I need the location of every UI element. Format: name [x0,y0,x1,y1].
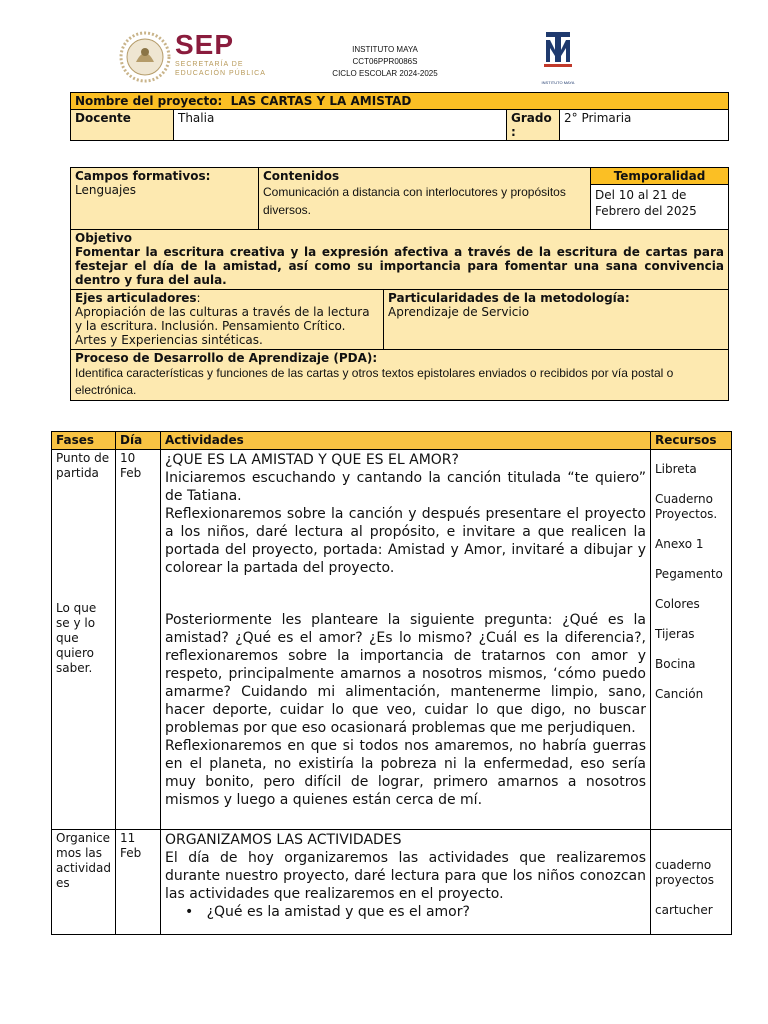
phase-cell [52,450,116,830]
pda-cell [71,350,729,401]
pda-value: Identifica características y funciones de las cartas y otros textos epistolares enviados o recibidos por vía postal o electrónica. [75,366,674,397]
metodologia-value: Aprendizaje de Servicio [388,305,530,319]
activity-paragraph: Posteriormente les planteare la siguiente pregunta: ¿Qué es la amistad? ¿Qué es el amor? ¿Es lo mismo? ¿Cuál es la diferencia?, reflexionaremos sobre la importancia de tratarnos con amor y respeto, principalmente amarnos a nosotros mismos, ‘cómo puedo amarme? Cuidando mi alimentación, mantenerme limpio, sano, hacer deporte, cuidar lo que veo, cuidar lo que digo, no buscar problemas por que eso ocasionará problemas que me perjudiquen. [165,612,646,736]
resources-cell [651,450,732,830]
campos-cell [71,168,259,230]
objetivo-cell [71,230,729,290]
sep-line2: EDUCACIÓN PÚBLICA [175,70,266,77]
ejes-label: Ejes articuladores [75,291,197,305]
phase-punto-partida: Punto de partida [56,451,110,480]
campos-label: Campos formativos: [75,169,211,183]
project-name-value: LAS CARTAS Y LA AMISTAD [230,94,412,108]
contenidos-label: Contenidos [263,169,340,183]
activity-paragraph: Iniciaremos escuchando y cantando la canción titulada “te quiero” de Tatiana. [165,470,646,504]
metodologia-cell [384,290,729,350]
header-fases: Fases [52,432,116,450]
project-table [70,92,729,141]
resource-item: Anexo 1 [655,537,704,551]
sep-wordmark [175,30,266,78]
school-cct: CCT06PPR0086S [352,57,418,66]
table-row [52,450,732,830]
activity-paragraph: Reflexionaremos sobre la canción y después presentare el proyecto a los niños, daré lectura al propósito, e invitare a que realicen la portada del proyecto, portada: Amistad y Amor, invitaré a dibujar y colorear la partada del proyecto. [165,506,646,576]
project-name-label: Nombre del proyecto: [75,94,223,108]
sep-abbr: SEP [175,29,235,60]
planning-table [70,167,729,401]
resource-item: Libreta [655,462,697,476]
temporalidad-label: Temporalidad [591,168,728,185]
activity-paragraph: Reflexionaremos en que si todos nos amaremos, no habría guerras en el planeta, no existiría la pobreza ni la enfermedad, eso sería muy bonito, pero difícil de lograr, primero amarnos a nosotros mismos y luego a quienes están cerca de mí. [165,738,646,808]
bullet-item: • ¿Qué es la amistad y que es el amor? [185,904,470,920]
resource-item: Tijeras [655,627,695,641]
metodologia-label: Particularidades de la metodología: [388,291,630,305]
pda-label: Proceso de Desarrollo de Aprendizaje (PDA): [75,351,378,365]
ejes-value: Apropiación de las culturas a través de la lectura y la escritura. Inclusión. Pensamiento Crítico. Artes y Experiencias sintéticas. [75,305,370,347]
resources-cell [651,830,732,935]
table-row [52,830,732,935]
campos-value: Lenguajes [75,183,137,197]
activity-title: ¿QUE ES LA AMISTAD Y QUE ES EL AMOR? [165,452,459,468]
grade-label: Grado : [507,110,560,141]
resource-item: Canción [655,687,704,701]
contenidos-cell [259,168,591,230]
school-cycle: CICLO ESCOLAR 2024-2025 [332,69,438,78]
header-recursos: Recursos [651,432,732,450]
activity-paragraph: El día de hoy organizaremos las actividades que realizaremos durante nuestro proyecto, daré lectura para que los niños conozcan las actividades que realizaremos en el proyecto. [165,850,646,902]
maya-logo-icon [538,28,578,76]
ejes-cell: Ejes articuladores: Apropiación de las culturas a través de la lectura y la escritura. Inclusión. Pensamiento Crítico. Artes y Experiencias sintéticas. [71,290,384,350]
resource-item: Pegamento [655,567,723,581]
resource-item: cuaderno proyectos [655,858,715,887]
mexico-seal-icon [118,30,172,84]
day-cell: 11 Feb [116,830,161,935]
activity-cell [161,450,651,830]
institution-name: INSTITUTO MAYA [352,45,418,54]
activity-cell [161,830,651,935]
instituto-maya-logo [538,28,578,84]
teacher-value: Thalia [174,110,507,141]
bullet-text: ¿Qué es la amistad y que es el amor? [206,904,470,920]
sep-line1: SECRETARÍA DE [175,61,244,68]
temporalidad-cell [591,168,729,230]
activity-title: ORGANIZAMOS LAS ACTIVIDADES [165,832,402,848]
resource-item: cartucher [655,903,713,917]
grade-value: 2° Primaria [560,110,729,141]
phase-lo-que-se: Lo que se y lo que quiero saber. [56,601,97,675]
maya-caption: INSTITUTO MAYA [541,80,575,85]
school-info [300,44,470,80]
day-cell: 10 Feb [116,450,161,830]
resource-item: Bocina [655,657,696,671]
contenidos-value: Comunicación a distancia con interlocutores y propósitos diversos. [263,185,566,217]
resource-item: Colores [655,597,700,611]
objetivo-value: Fomentar la escritura creativa y la expresión afectiva a través de la escritura de cartas para festejar el día de la amistad, así como su importancia para fomentar una sana convivencia dentro y fura del aula. [75,245,724,287]
header-dia: Día [116,432,161,450]
project-name-cell [71,93,729,110]
activities-table [51,431,732,935]
teacher-label: Docente [71,110,174,141]
objetivo-label: Objetivo [75,231,132,245]
header-actividades: Actividades [161,432,651,450]
phase-organicemos: Organicemos las actividades [52,830,116,935]
temporalidad-value: Del 10 al 21 de Febrero del 2025 [595,188,697,218]
resource-item: Cuaderno Proyectos. [655,492,718,521]
